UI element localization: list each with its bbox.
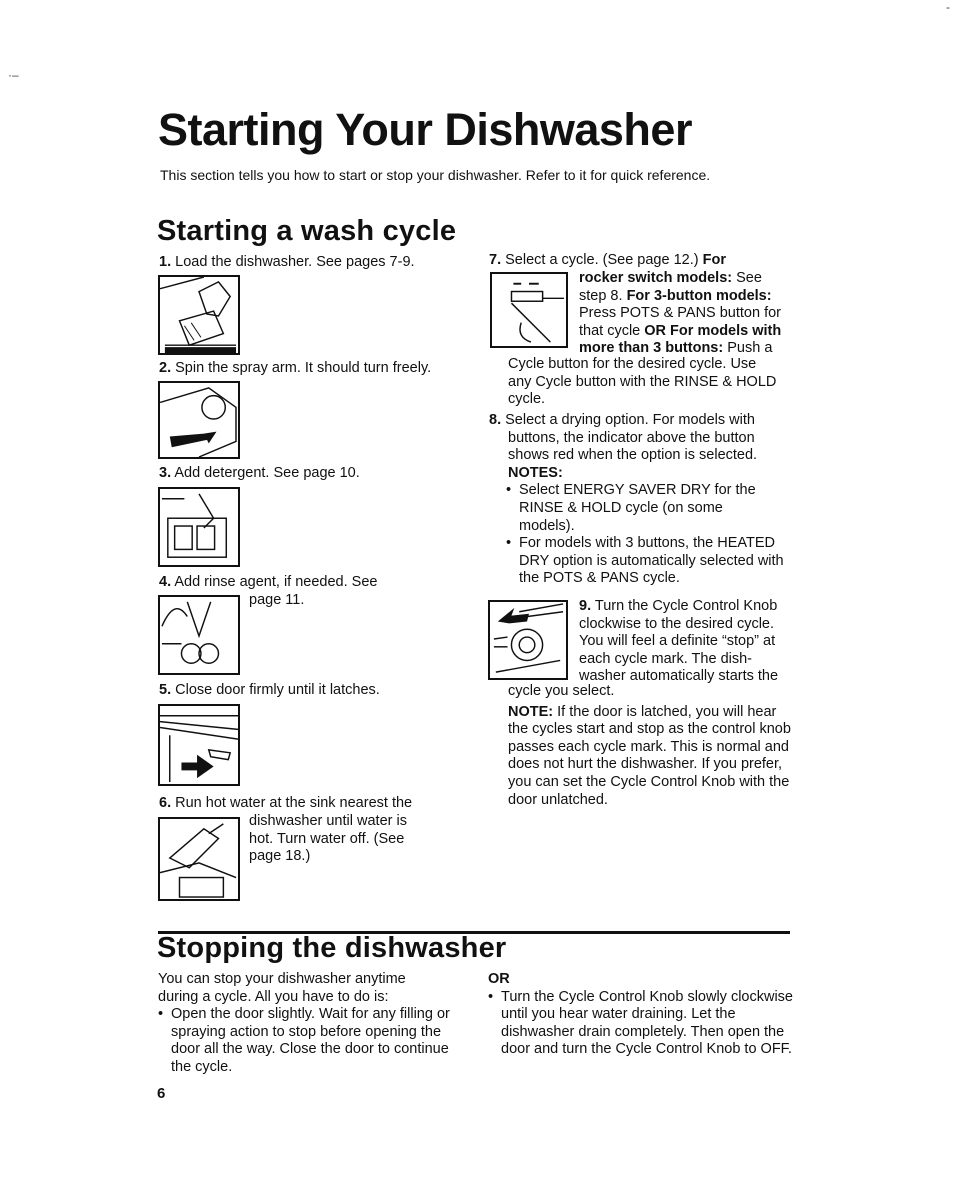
rocker-switch-illustration bbox=[490, 272, 568, 348]
step-text: You will feel a definite “stop” at bbox=[579, 633, 776, 650]
step-text: Add rinse agent, if needed. See bbox=[174, 574, 378, 590]
step-text: Cycle button for the desired cycle. Use bbox=[508, 356, 757, 372]
step-6-continued bbox=[249, 813, 407, 866]
note-item: • Select ENERGY SAVER DRY for the RINSE & HOLD cycle (on some models). bbox=[506, 482, 776, 535]
step-text: step 8. bbox=[579, 287, 623, 304]
stopping-alternate bbox=[488, 971, 793, 1059]
step-4 bbox=[159, 574, 377, 592]
stopping-option: • Turn the Cycle Control Knob slowly clockwise until you hear water draining. Let the dishwasher drain completely. Then open the door and turn the Cycle Control Knob to OFF. bbox=[488, 989, 793, 1059]
step-text: See bbox=[736, 270, 762, 286]
step-8 bbox=[489, 412, 799, 588]
step-text: Select a cycle. (See page 12.) bbox=[505, 252, 699, 268]
step-text: Spin the spray arm. It should turn freely. bbox=[175, 360, 432, 376]
step-7 bbox=[489, 252, 799, 270]
step-5 bbox=[159, 682, 380, 700]
notes-list bbox=[489, 482, 789, 588]
load-dishwasher-illustration bbox=[158, 275, 240, 355]
step-text-bold: For 3-button models: bbox=[626, 287, 772, 304]
intro-text: This section tells you how to start or stop your dishwasher. Refer to it for quick reference. bbox=[160, 167, 711, 183]
scan-mark: ·– bbox=[8, 68, 19, 82]
step-text: shows red when the option is selected. bbox=[508, 447, 758, 464]
or-label: OR bbox=[488, 971, 510, 987]
step-3 bbox=[159, 465, 360, 483]
step-number: 8. bbox=[489, 412, 502, 428]
step-text-bold: OR For models with bbox=[644, 322, 782, 339]
step-text: any Cycle button with the RINSE & HOLD bbox=[508, 373, 777, 390]
step-7-body bbox=[579, 270, 809, 358]
step-text-bold: rocker switch models: bbox=[579, 270, 733, 286]
step-9-tail bbox=[508, 683, 798, 809]
stopping-intro bbox=[158, 971, 450, 1077]
step-text: dishwasher until water is bbox=[249, 813, 407, 829]
step-text: Select a drying option. For models with bbox=[505, 412, 755, 428]
section-heading-starting: Starting a wash cycle bbox=[157, 215, 457, 247]
step-number: 5. bbox=[159, 682, 172, 698]
step-7-tail bbox=[508, 356, 808, 409]
section-heading-stopping: Stopping the dishwasher bbox=[157, 932, 507, 964]
step-text: Close door firmly until it latches. bbox=[175, 682, 380, 698]
page-number: 6 bbox=[157, 1085, 166, 1102]
step-text-bold: more than 3 buttons: bbox=[579, 340, 724, 357]
scan-mark: - bbox=[946, 0, 950, 14]
stopping-list-right bbox=[488, 989, 793, 1059]
hot-water-illustration bbox=[158, 817, 240, 901]
step-number: 9. bbox=[579, 598, 592, 614]
step-text: that cycle bbox=[579, 322, 641, 339]
detergent-illustration bbox=[158, 487, 240, 567]
step-text: cycle. bbox=[508, 391, 546, 408]
step-number: 6. bbox=[159, 795, 172, 811]
step-text: page 11. bbox=[249, 592, 305, 608]
stopping-list-left bbox=[158, 1006, 458, 1076]
step-4-continued bbox=[249, 592, 304, 610]
step-text: Load the dishwasher. See pages 7-9. bbox=[175, 254, 415, 270]
note-text: If the door is latched, you will hear the cycles start and stop as the control knob passes each cycle mark. This is normal and does not hurt the dishwasher. If you prefer, you can set the Cycle Control Knob with the door unlatched. bbox=[508, 703, 791, 808]
close-door-illustration bbox=[158, 704, 240, 786]
step-text: cycle you select. bbox=[508, 683, 615, 699]
step-text: Run hot water at the sink nearest the bbox=[175, 795, 413, 811]
note-label: NOTE: bbox=[508, 703, 554, 720]
step-text-bold: For bbox=[702, 252, 726, 268]
step-text: page 18.) bbox=[249, 848, 311, 865]
stopping-intro-text: You can stop your dishwasher anytime during a cycle. All you have to do is: bbox=[158, 971, 406, 1005]
step-number: 7. bbox=[489, 252, 502, 268]
step-text: Turn the Cycle Control Knob bbox=[594, 598, 778, 614]
step-text: buttons, the indicator above the button bbox=[508, 429, 755, 446]
step-1 bbox=[159, 254, 415, 272]
step-text: Push a bbox=[727, 340, 773, 357]
step-number: 4. bbox=[159, 574, 172, 590]
cycle-control-knob-illustration bbox=[488, 600, 568, 680]
step-number: 3. bbox=[159, 465, 172, 481]
step-number: 1. bbox=[159, 254, 172, 270]
stopping-option: • Open the door slightly. Wait for any filling or spraying action to stop before opening the door all the way. Close the door to continue the cycle. bbox=[158, 1006, 458, 1076]
spray-arm-illustration bbox=[158, 381, 240, 459]
step-text: hot. Turn water off. (See bbox=[249, 830, 405, 847]
step-text: each cycle mark. The dish- bbox=[579, 650, 752, 667]
page-title: Starting Your Dishwasher bbox=[158, 104, 692, 155]
step-2 bbox=[159, 360, 431, 378]
step-text: clockwise to the desired cycle. bbox=[579, 615, 775, 632]
step-text: Add detergent. See page 10. bbox=[174, 465, 360, 481]
rinse-agent-illustration bbox=[158, 595, 240, 675]
step-9 bbox=[579, 598, 809, 686]
notes-label: NOTES: bbox=[508, 464, 563, 481]
step-text: Press POTS & PANS button for bbox=[579, 305, 782, 322]
step-number: 2. bbox=[159, 360, 172, 376]
step-6 bbox=[159, 795, 412, 813]
step-text: washer automatically starts the bbox=[579, 668, 779, 685]
note-item: • For models with 3 buttons, the HEATED DRY option is automatically selected with the POTS & PANS cycle. bbox=[506, 535, 796, 588]
